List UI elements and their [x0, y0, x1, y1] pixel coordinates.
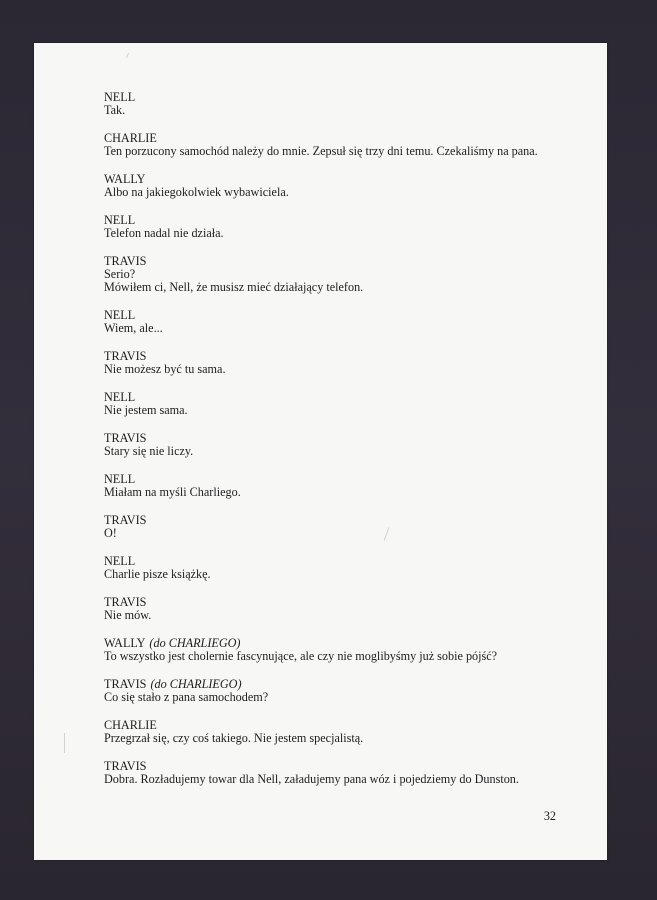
- dialogue-block: [104, 214, 584, 240]
- dialogue-line: Miałam na myśli Charliego.: [104, 485, 241, 500]
- dialogue-line: Nie mów.: [104, 608, 152, 623]
- dialogue-block: [104, 678, 584, 704]
- speaker-name: TRAVIS: [104, 431, 147, 446]
- speaker-name: CHARLIE: [104, 131, 157, 145]
- dialogue-block: [104, 391, 584, 417]
- speaker-name: WALLY: [104, 636, 146, 651]
- dialogue-line: Co się stało z pana samochodem?: [104, 690, 269, 705]
- speaker-name: TRAVIS: [104, 513, 147, 528]
- dialogue-line: O!: [104, 526, 117, 541]
- dialogue-block: [104, 514, 584, 540]
- dialogue-line: Charlie pisze książkę.: [104, 567, 211, 582]
- speaker-name: NELL: [104, 90, 136, 104]
- speaker-name: NELL: [104, 390, 136, 405]
- speaker-line: [104, 255, 584, 268]
- dialogue-block: [104, 132, 584, 158]
- script-page: [34, 43, 607, 860]
- speaker-line: [104, 91, 584, 104]
- dialogue-block: [104, 91, 584, 117]
- dialogue-block: [104, 309, 584, 335]
- speaker-name: TRAVIS: [104, 595, 147, 610]
- dialogue-line: Nie jestem sama.: [104, 403, 188, 418]
- dialogue-block: [104, 473, 584, 499]
- dialogue-block: [104, 432, 584, 458]
- dialogue-script: [104, 91, 584, 801]
- dialogue-line: Nie możesz być tu sama.: [104, 362, 226, 377]
- speaker-name: TRAVIS: [104, 349, 147, 364]
- speaker-name: NELL: [104, 554, 136, 569]
- scan-speck: [64, 733, 65, 753]
- scan-speck: [126, 53, 129, 58]
- dialogue-line: Dobra. Rozładujemy towar dla Nell, załadujemy pana wóz i pojedziemy do Dunston.: [104, 772, 519, 787]
- dialogue-line: Wiem, ale...: [104, 321, 163, 336]
- speaker-name: NELL: [104, 213, 136, 227]
- dialogue-block: [104, 760, 584, 786]
- dialogue-line: Mówiłem ci, Nell, że musisz mieć działający telefon.: [104, 280, 364, 295]
- speaker-line: [104, 514, 584, 527]
- dialogue-block: [104, 173, 584, 199]
- speaker-name: TRAVIS: [104, 759, 147, 774]
- dialogue-block: [104, 596, 584, 622]
- speaker-line: [104, 309, 584, 322]
- speaker-name: CHARLIE: [104, 718, 157, 733]
- dialogue-line: To wszystko jest cholernie fascynujące, ale czy nie moglibyśmy już sobie pójść?: [104, 649, 498, 664]
- dialogue-line: Telefon nadal nie działa.: [104, 226, 224, 241]
- dialogue-block: [104, 719, 584, 745]
- page-number: 32: [543, 809, 556, 823]
- dialogue-block: [104, 637, 584, 663]
- speaker-name: TRAVIS: [104, 677, 147, 692]
- dialogue-line: Ten porzucony samochód należy do mnie. Zepsuł się trzy dni temu. Czekaliśmy na pana.: [104, 144, 538, 159]
- stage-direction: (do CHARLIEGO): [150, 677, 242, 692]
- dialogue-block: [104, 555, 584, 581]
- speaker-name: NELL: [104, 308, 136, 323]
- dialogue-line: Serio?: [104, 267, 136, 282]
- dialogue-block: [104, 255, 584, 295]
- dialogue-line: Tak.: [104, 103, 126, 118]
- dialogue-block: [104, 350, 584, 376]
- speaker-name: NELL: [104, 472, 136, 487]
- stage-direction: (do CHARLIEGO): [149, 636, 241, 651]
- dialogue-line: Albo na jakiegokolwiek wybawiciela.: [104, 185, 289, 200]
- speaker-name: TRAVIS: [104, 254, 147, 268]
- speaker-line: [104, 596, 584, 609]
- dialogue-line: Stary się nie liczy.: [104, 444, 194, 459]
- dialogue-line: Przegrzał się, czy coś takiego. Nie jestem specjalistą.: [104, 731, 364, 746]
- speaker-name: WALLY: [104, 172, 146, 186]
